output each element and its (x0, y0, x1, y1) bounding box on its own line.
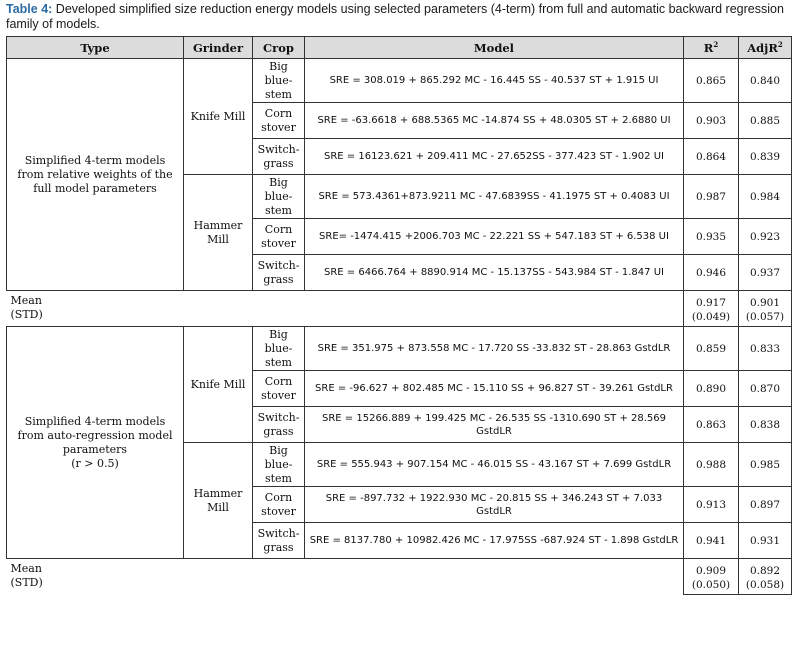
header-model: Model (305, 37, 684, 59)
crop-cell: Switch-grass (253, 407, 305, 443)
header-r2 (684, 37, 739, 59)
r2-cell: 0.863 (684, 407, 739, 443)
table-caption (6, 2, 796, 32)
r2-mean: 0.917 (695, 296, 727, 309)
r2-std: (0.049) (691, 310, 731, 323)
r2-mean-cell (684, 559, 739, 595)
grinder-cell: Knife Mill (184, 327, 253, 443)
mean-label-cell (7, 559, 684, 595)
header-grinder: Grinder (184, 37, 253, 59)
r2-cell: 0.941 (684, 523, 739, 559)
adjr2-cell: 0.840 (739, 59, 792, 103)
mean-row (7, 291, 792, 327)
grinder-cell: Hammer Mill (184, 443, 253, 559)
adjr2-cell: 0.839 (739, 139, 792, 175)
std-label: (STD) (10, 308, 43, 321)
mean-label: Mean (10, 562, 42, 575)
mean-label: Mean (10, 294, 42, 307)
crop-cell: Switch-grass (253, 255, 305, 291)
model-cell: SRE = -96.627 + 802.485 MC - 15.110 SS + 96.827 ST - 39.261 GstdLR (305, 371, 684, 407)
adjr2-cell: 0.833 (739, 327, 792, 371)
header-r2-text: R (703, 40, 714, 55)
model-cell: SRE = 555.943 + 907.154 MC - 46.015 SS - 43.167 ST + 7.699 GstdLR (305, 443, 684, 487)
model-cell: SRE = -63.6618 + 688.5365 MC -14.874 SS + 48.0305 ST + 2.6880 UI (305, 103, 684, 139)
header-adjr2-text: AdjR (747, 40, 778, 55)
model-cell: SRE = 16123.621 + 209.411 MC - 27.652SS - 377.423 ST - 1.902 UI (305, 139, 684, 175)
r2-cell: 0.988 (684, 443, 739, 487)
crop-cell: Switch-grass (253, 139, 305, 175)
r2-cell: 0.859 (684, 327, 739, 371)
model-cell: SRE = 308.019 + 865.292 MC - 16.445 SS - 40.537 ST + 1.915 UI (305, 59, 684, 103)
type-note: (r > 0.5) (71, 456, 119, 470)
grinder-cell: Hammer Mill (184, 175, 253, 291)
r2-cell: 0.935 (684, 219, 739, 255)
type-cell: Simplified 4-term models from relative weights of the full model parameters (7, 59, 184, 291)
r2-cell: 0.987 (684, 175, 739, 219)
r2-cell: 0.865 (684, 59, 739, 103)
crop-cell: Big blue-stem (253, 175, 305, 219)
r2-cell: 0.903 (684, 103, 739, 139)
type-text: Simplified 4-term models from auto-regression model parameters (17, 414, 173, 456)
adjr2-mean-cell (739, 291, 792, 327)
adjr2-mean: 0.892 (749, 564, 781, 577)
caption-label: Table 4: (6, 2, 53, 16)
adjr2-cell: 0.923 (739, 219, 792, 255)
header-type: Type (7, 37, 184, 59)
model-cell: SRE = 6466.764 + 8890.914 MC - 15.137SS - 543.984 ST - 1.847 UI (305, 255, 684, 291)
crop-cell: Corn stover (253, 487, 305, 523)
grinder-cell: Knife Mill (184, 59, 253, 175)
table-row (7, 59, 792, 103)
crop-cell: Big blue-stem (253, 59, 305, 103)
crop-cell: Corn stover (253, 103, 305, 139)
header-adjr2-sup: 2 (777, 39, 783, 49)
r2-cell: 0.864 (684, 139, 739, 175)
adjr2-cell: 0.885 (739, 103, 792, 139)
r2-std: (0.050) (691, 578, 731, 591)
type-cell (7, 327, 184, 559)
model-cell: SRE = 573.4361+873.9211 MC - 47.6839SS - 41.1975 ST + 0.4083 UI (305, 175, 684, 219)
r2-cell: 0.946 (684, 255, 739, 291)
mean-label-cell (7, 291, 684, 327)
crop-cell: Switch-grass (253, 523, 305, 559)
model-cell: SRE= -1474.415 +2006.703 MC - 22.221 SS + 547.183 ST + 6.538 UI (305, 219, 684, 255)
adjr2-cell: 0.870 (739, 371, 792, 407)
adjr2-std: (0.058) (745, 578, 785, 591)
adjr2-std: (0.057) (745, 310, 785, 323)
r2-cell: 0.913 (684, 487, 739, 523)
r2-mean-cell (684, 291, 739, 327)
model-cell: SRE = 351.975 + 873.558 MC - 17.720 SS -33.832 ST - 28.863 GstdLR (305, 327, 684, 371)
crop-cell: Corn stover (253, 371, 305, 407)
adjr2-cell: 0.838 (739, 407, 792, 443)
header-r2-sup: 2 (713, 39, 719, 49)
adjr2-cell: 0.931 (739, 523, 792, 559)
crop-cell: Big blue-stem (253, 327, 305, 371)
table-row (7, 327, 792, 371)
header-crop: Crop (253, 37, 305, 59)
adjr2-cell: 0.937 (739, 255, 792, 291)
adjr2-cell: 0.897 (739, 487, 792, 523)
adjr2-mean-cell (739, 559, 792, 595)
mean-row (7, 559, 792, 595)
model-cell: SRE = -897.732 + 1922.930 MC - 20.815 SS + 346.243 ST + 7.033 GstdLR (305, 487, 684, 523)
r2-cell: 0.890 (684, 371, 739, 407)
std-label: (STD) (10, 576, 43, 589)
adjr2-cell: 0.984 (739, 175, 792, 219)
model-cell: SRE = 8137.780 + 10982.426 MC - 17.975SS -687.924 ST - 1.898 GstdLR (305, 523, 684, 559)
models-table (6, 36, 792, 595)
model-cell: SRE = 15266.889 + 199.425 MC - 26.535 SS -1310.690 ST + 28.569 GstdLR (305, 407, 684, 443)
header-adjr2 (739, 37, 792, 59)
crop-cell: Corn stover (253, 219, 305, 255)
header-row (7, 37, 792, 59)
adjr2-mean: 0.901 (749, 296, 781, 309)
r2-mean: 0.909 (695, 564, 727, 577)
crop-cell: Big blue-stem (253, 443, 305, 487)
caption-text: Developed simplified size reduction energy models using selected parameters (4-term) from full and automatic backward regression family of models. (6, 2, 784, 31)
adjr2-cell: 0.985 (739, 443, 792, 487)
